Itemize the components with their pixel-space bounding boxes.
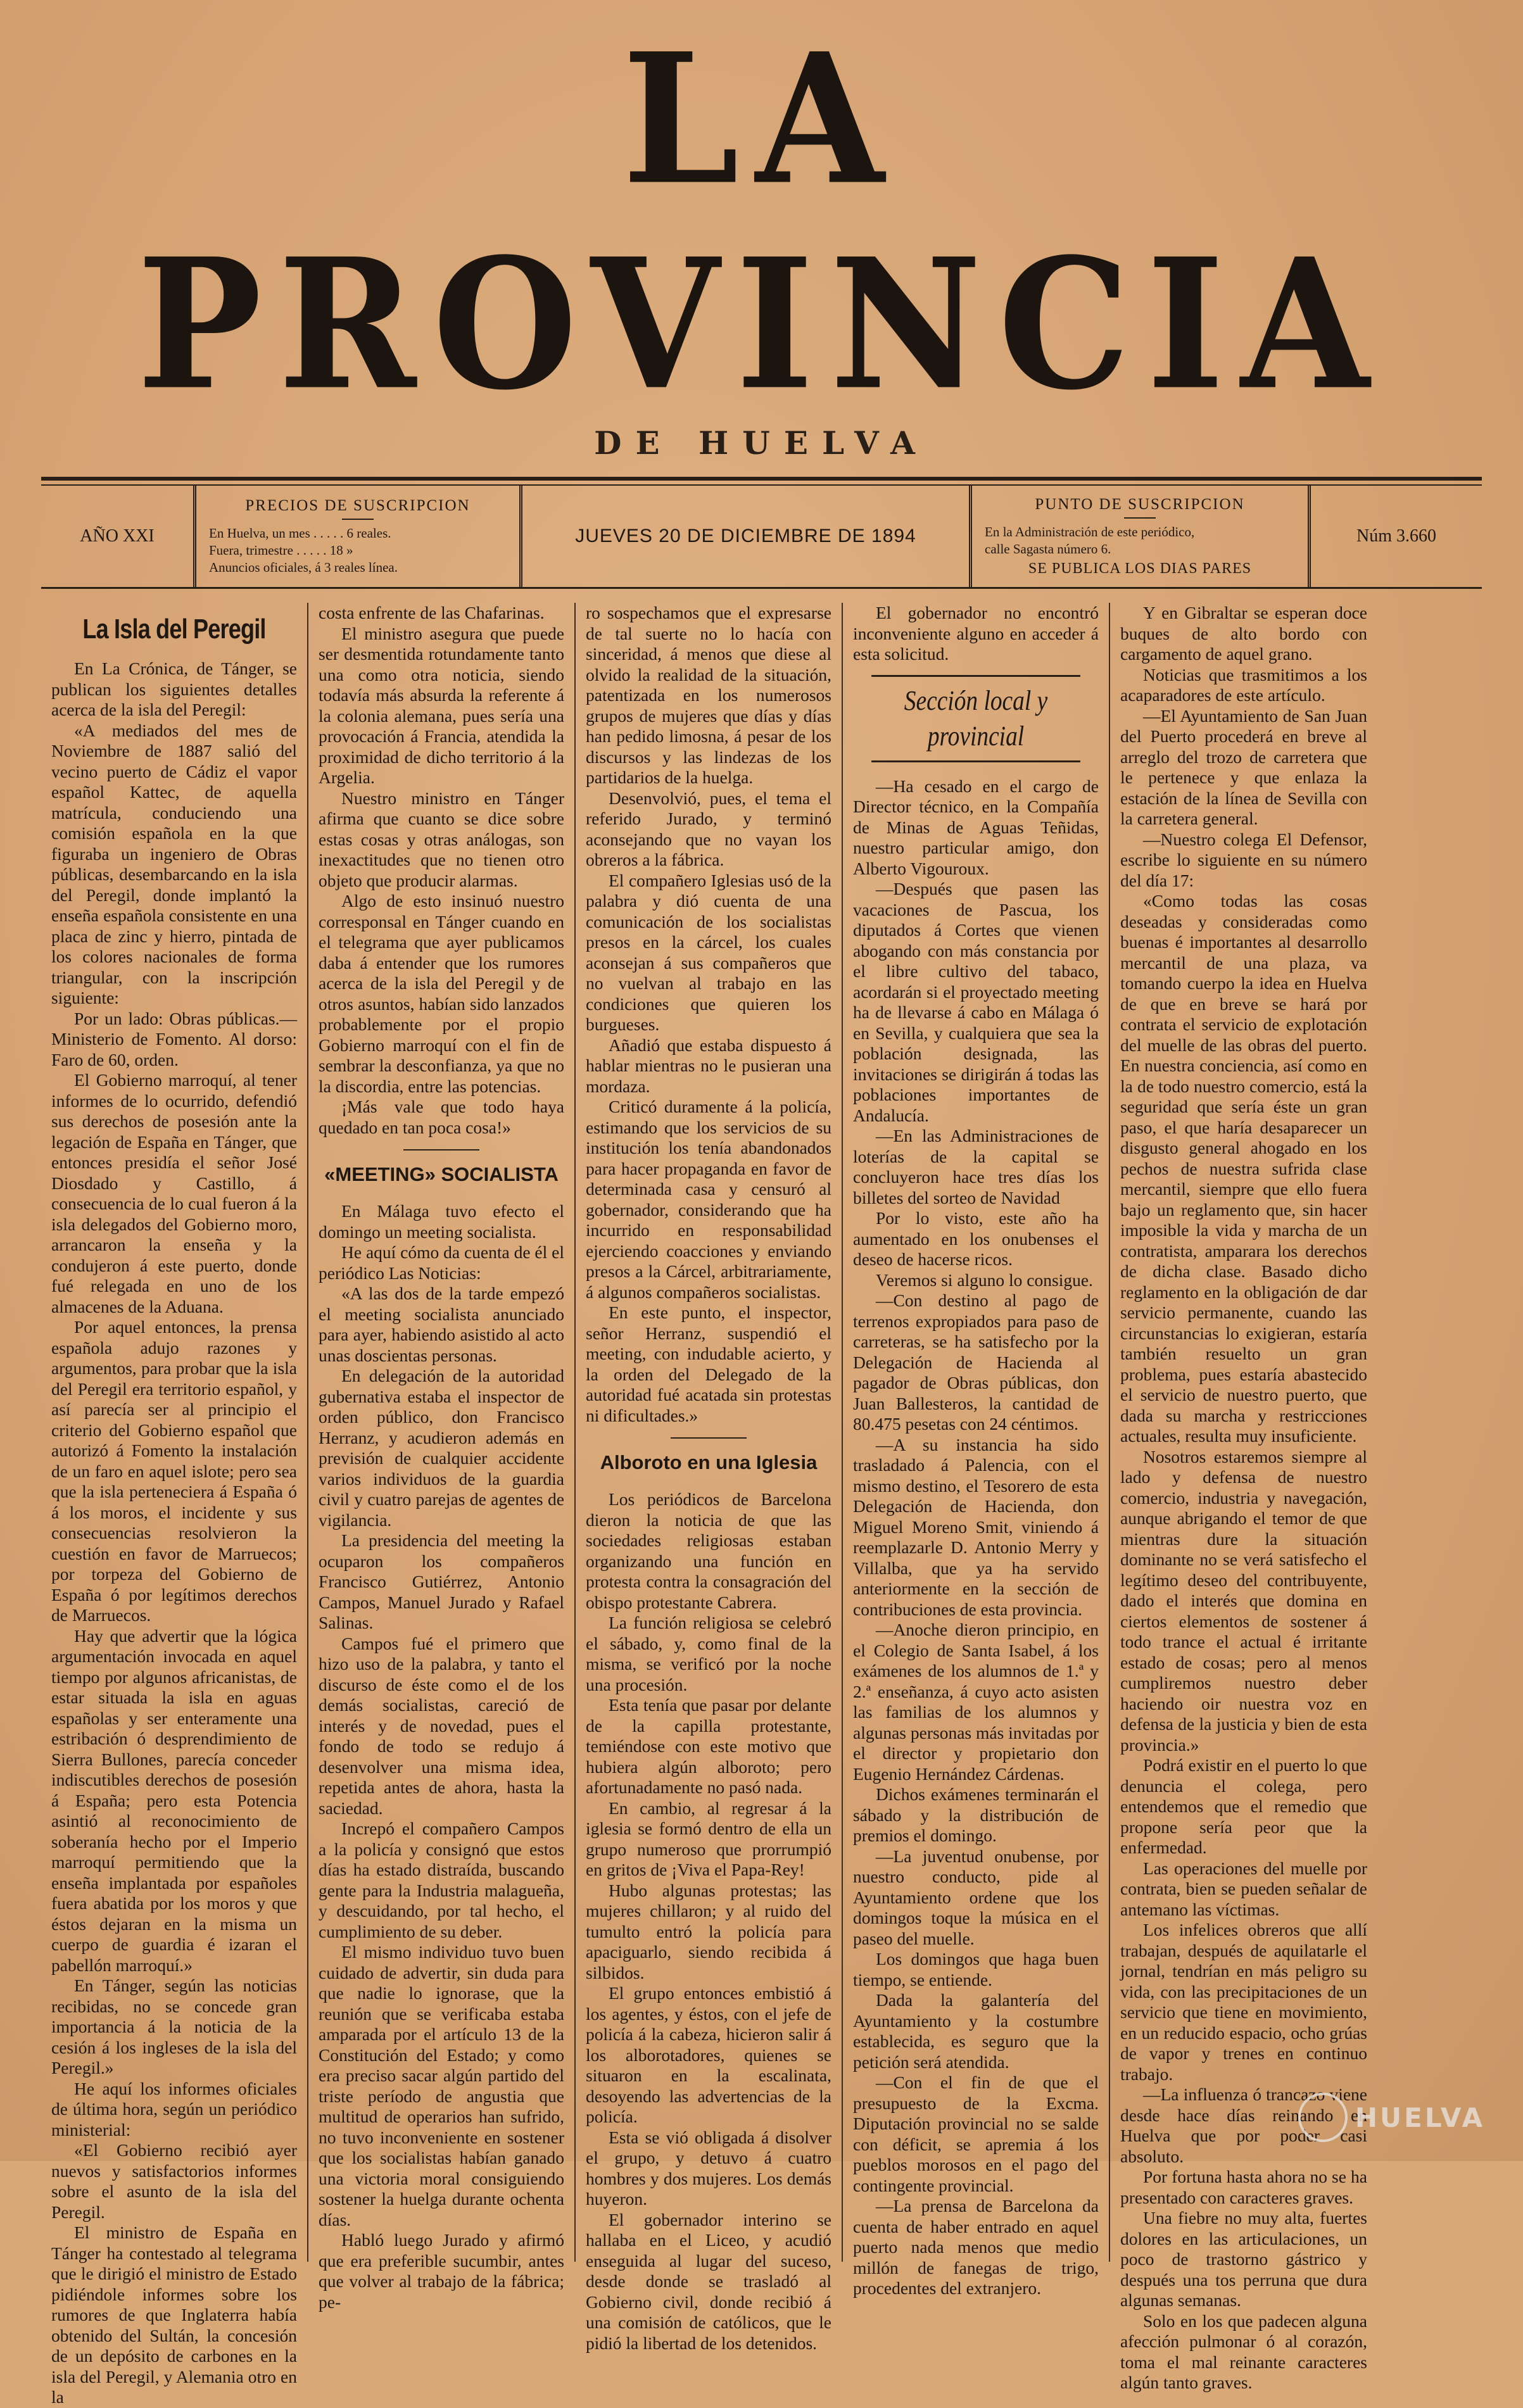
column-1 <box>41 603 308 2407</box>
paragraph: El grupo entonces embistió á los agentes, y éstos, con el jefe de policía á la cabeza, hicieron salir á los alborotadores, quienes se situaron en la escalinata, desoyendo las advertencias de la policía. <box>586 1983 831 2126</box>
archive-watermark <box>1298 2093 1485 2142</box>
paragraph: En Málaga tuvo efecto el domingo un meeting socialista. <box>319 1201 564 1242</box>
paragraph: —A su instancia ha sido trasladado á Palencia, con el mismo destino, el Tesorero de esta Delegación de Hacienda, don Miguel Moreno Smit, viniendo á reemplazarle D. Antonio Merry y Villalba, que ya ha servido anteriormente en la sección de contribuciones de esta provincia. <box>853 1434 1099 1619</box>
info-bar <box>41 486 1482 589</box>
point-heading: PUNTO DE SUSCRIPCION <box>985 496 1295 520</box>
paragraph: —La prensa de Barcelona da cuenta de haber entrado en aquel puerto nada menos que medio millón de fanegas de trigo, procedentes del extranjero. <box>853 2196 1099 2298</box>
article-title-alboroto: Alboroto en una Iglesia <box>600 1451 818 1473</box>
column-5 <box>1110 603 1377 2392</box>
article-title-meeting: «MEETING» SOCIALISTA <box>324 1163 559 1185</box>
paragraph: —Con destino al pago de terrenos expropiados para paso de carreteras, se ha satisfecho por la Delegación de Hacienda al pagador de Obras públicas, don Juan Ballesteros, la cantidad de 80.475 pesetas con 24 céntimos. <box>853 1290 1099 1434</box>
paragraph: Dichos exámenes terminarán el sábado y la distribución de premios el domingo. <box>853 1784 1099 1845</box>
paragraph: El mismo individuo tuvo buen cuidado de advertir, sin duda para que nadie lo ignorase, que la reunión que se verificaba estaba amparada por el artículo 13 de la Constitución del Estado; y como era preciso sacar algún partido del triste período de angustia que multitud de operarios han sufrido, no tuvo inconveniente en sostener que los socialistas habían ganado una victoria moral consiguiendo sostener la huelga durante ochenta días. <box>319 1942 564 2229</box>
paragraph: Por aquel entonces, la prensa española adujo razones y argumentos, para probar que la isla del Peregil era territorio español, y así parecía ser al principio el criterio del Gobierno español que autorizó á Fomento la instalación de un faro en aquel islote; pero sea que la isla perteneciera á España ó á los moros, el incidente y sus consecuencias resolvieron la cuestión en favor de Marruecos; por torpeza del Gobierno de España ó por legítimos derechos de Marruecos. <box>51 1317 297 1625</box>
paragraph: —El Ayuntamiento de San Juan del Puerto procederá en breve al arreglo del trozo de carretera que le pertenece y que enlaza la estación de la línea de Sevilla con la carretera general. <box>1120 705 1367 828</box>
paragraph: El compañero Iglesias usó de la palabra y dió cuenta de una comunicación de los socialistas presos en la cárcel, los cuales aconsejan á sus compañeros que no vuelvan al trabajo en las condiciones que quieren los burgueses. <box>586 870 831 1034</box>
masthead-title: LA PROVINCIA <box>137 13 1386 430</box>
paragraph: En cambio, al regresar á la iglesia se formó dentro de ella un grupo numeroso que prorrumpió en gritos de ¡Viva el Papa-Rey! <box>586 1798 831 1879</box>
paragraph: El gobernador no encontró inconveniente alguno en acceder á esta solicitud. <box>853 603 1099 664</box>
masthead-rule <box>41 477 1482 486</box>
point-line: En la Administración de este periódico, <box>985 524 1195 539</box>
paragraph: Esta se vió obligada á disolver el grupo, y detuvo á cuatro hombres y dos mujeres. Los demás huyeron. <box>586 2127 831 2209</box>
paragraph: En Tánger, según las noticias recibidas, no se concede gran importancia á la noticia de la cesión á los ingleses de la isla del Peregil.» <box>51 1976 297 2077</box>
paragraph: Hubo algunas protestas; las mujeres chillaron; y al ruido del tumulto entró la policía para apaciguarlo, siendo recibida á silbidos. <box>586 1880 831 1983</box>
paragraph: Los infelices obreros que allí trabajan, después de aquilatarle el jornal, tendrían en más peligro su vida, con las precipitaciones de un servicio que tiene en movimiento, en un reducido espacio, ocho grúas de vapor y trenes en continuo trabajo. <box>1120 1920 1367 2084</box>
number-cell <box>1311 486 1482 587</box>
article-columns <box>41 603 1482 2407</box>
paragraph: ¡Más vale que todo haya quedado en tan poca cosa!» <box>319 1097 564 1137</box>
paragraph: En delegación de la autoridad gubernativa estaba el inspector de orden público, don Francisco Herranz, y acudieron además en previsión de cualquier accidente varios individuos de la guardia civil y cuatro parejas de agentes de vigilancia. <box>319 1366 564 1530</box>
column-2 <box>308 603 576 2312</box>
paragraph: Solo en los que padecen alguna afección pulmonar ó al corazón, toma el mal reinante caracteres algún tanto graves. <box>1120 2310 1367 2392</box>
paragraph: —La juventud onubense, por nuestro conducto, pide al Ayuntamiento ordene que los domingos toque la música en el paseo del muelle. <box>853 1846 1099 1948</box>
paragraph: —En las Administraciones de loterías de la capital se concluyeron hace tres días los billetes del sorteo de Navidad <box>853 1126 1099 1207</box>
watermark-text: HUELVA <box>1355 2102 1485 2133</box>
paragraph: Nuestro ministro en Tánger afirma que cuanto se dice sobre estas cosas y otras análogas, son inexactitudes que no tienen otro objeto que producir alarmas. <box>319 788 564 890</box>
year-label: AÑO XXI <box>80 526 155 546</box>
paragraph: Habló luego Jurado y afirmó que era preferible sucumbir, antes que volver al trabajo de la fábrica; pe- <box>319 2230 564 2312</box>
year-cell <box>41 486 196 587</box>
paragraph: La presidencia del meeting la ocuparon los compañeros Francisco Gutiérrez, Antonio Campos, Manuel Jurado y Rafael Salinas. <box>319 1530 564 1632</box>
point-line: calle Sagasta número 6. <box>985 541 1111 557</box>
paragraph: He aquí los informes oficiales de última hora, según un periódico ministerial: <box>51 2078 297 2140</box>
paragraph: En La Crónica, de Tánger, se publican los siguientes detalles acerca de la isla del Peregil: <box>51 659 297 719</box>
paragraph: —La influenza ó trancazo viene desde hace días reinando en Huelva que por poder casi absoluto. <box>1120 2084 1367 2166</box>
paragraph: He aquí cómo da cuenta de él el periódico Las Noticias: <box>319 1242 564 1283</box>
paragraph: Hay que advertir que la lógica argumentación invocada en aquel tiempo por algunos africanistas, de estar situada la isla en aguas españolas y ser enteramente una estribación ó desprendimiento de Sierra Bullones, parecía conceder indiscutibles derechos de posesión á España; pero esta Potencia asintió al reconocimiento de soberanía hecho por el Imperio marroquí permitiendo que la enseña implantada por españoles fuera abatida por los moros y que éstos dejaran en la misma un cuerpo de guardia é izaran el pabellón marroquí.» <box>51 1625 297 1975</box>
paragraph: La función religiosa se celebró el sábado, y, como final de la misma, se verificó por la noche una procesión. <box>586 1613 831 1694</box>
price-line: Fuera, trimestre . . . . . 18 » <box>209 542 353 558</box>
price-line: Anuncios oficiales, á 3 reales línea. <box>209 559 398 575</box>
paragraph: Criticó duramente á la policía, estimando que los servicios de su institución los tenía abandonados para hacer propaganda en favor de determinada casa y censuró al gobernador, considerando que ha incurrido en responsabilidad ejerciendo coacciones y enviando presos a la Cárcel, arbitrariamente, á algunos compañeros socialistas. <box>586 1097 831 1302</box>
paragraph: Noticias que trasmitimos a los acaparadores de este artículo. <box>1120 664 1367 705</box>
section-title-local: Sección local y provincial <box>871 675 1080 762</box>
date-cell <box>522 486 972 587</box>
paragraph: Nosotros estaremos siempre al lado y defensa de nuestro comercio, industria y navegación, aunque abrigando el temor de que mientras dure la situación dominante no se verá satisfecho el legítimo deseo del contribuyente, dado el interés que domina en ciertos elementos de sostener á todo trance el actual é irritante estado de cosas; pero al menos cumpliremos nuestro deber haciendo oir nuestra voz en defensa de la justicia y bien de esta provincia.» <box>1120 1446 1367 1755</box>
prices-heading: PRECIOS DE SUSCRIPCION <box>209 497 507 521</box>
paragraph: Añadió que estaba dispuesto á hablar mientras no le pusieran una mordaza. <box>586 1035 831 1096</box>
paragraph: —Después que pasen las vacaciones de Pascua, los diputados á Cortes que vienen abogando con más constancia por el libre cultivo del tabaco, acordarán si el proyectado meeting ha de llevarse á cabo en Málaga ó en Sevilla, y cualquiera que sea la población designada, las invitaciones se dirigirán á todas las poblaciones importantes de Andalucía. <box>853 879 1099 1125</box>
paragraph: Campos fué el primero que hizo uso de la palabra, y tanto el discurso de éste como el de los demás socialistas, careció de interés y de novedad, pues el fondo de todo se redujo á desenvolver una misma idea, repetida antes de ahora, hasta la saciedad. <box>319 1633 564 1818</box>
masthead-subtitle: DE HUELVA <box>594 424 929 462</box>
separator <box>403 1149 479 1150</box>
separator <box>671 1437 747 1439</box>
paragraph: Podrá existir en el puerto lo que denuncia el colega, pero entendemos que el remedio que propone sería peor que la enfermedad. <box>1120 1755 1367 1857</box>
paragraph: En este punto, el inspector, señor Herranz, suspendió el meeting, con indudable acierto, y la orden del Delegado de la autoridad fué acatada sin protestas ni dificultades.» <box>586 1302 831 1425</box>
paragraph: «El Gobierno recibió ayer nuevos y satisfactorios informes sobre el asunto de la isla del Peregil. <box>51 2140 297 2222</box>
paragraph: —Con el fin de que el presupuesto de la Excma. Diputación provincial no se salde con déficit, se apremia á los pueblos morosos en el pago del contingente provincial. <box>853 2072 1099 2195</box>
paragraph: Por lo visto, este año ha aumentado en los onubenses el deseo de hacerse ricos. <box>853 1208 1099 1269</box>
publication-days: SE PUBLICA LOS DIAS PARES <box>1028 560 1252 577</box>
paragraph: ro sospechamos que el expresarse de tal suerte no lo hacía con sinceridad, á menos que diese al olvido la realidad de la situación, patentizada en los numerosos grupos de mujeres que días y días han pedido limosna, á pesar de los discursos y las lindezas de los partidarios de la huelga. <box>586 603 831 787</box>
paragraph: Esta tenía que pasar por delante de la capilla protestante, temiéndose con este motivo que hubiera algún alboroto; pero afortunadamente no pasó nada. <box>586 1695 831 1797</box>
column-3 <box>576 603 843 2353</box>
paragraph: —Anoche dieron principio, en el Colegio de Santa Isabel, á los exámenes de los alumnos de 1.ª y 2.ª enseñanza, á cuyo acto asisten las familias de los alumnos y algunas personas más invitadas por el director y propietario don Eugenio Hernández Cárdenas. <box>853 1620 1099 1784</box>
paragraph: Por un lado: Obras públicas.—Ministerio de Fomento. Al dorso: Faro de 60, orden. <box>51 1008 297 1069</box>
column-4 <box>843 603 1110 2298</box>
paragraph: Dada la galantería del Ayuntamiento y la costumbre establecida, es seguro que la petición será atendida. <box>853 1990 1099 2072</box>
paragraph: costa enfrente de las Chafarinas. <box>319 603 545 622</box>
paragraph: «A las dos de la tarde empezó el meeting socialista anunciado para ayer, habiendo asistido al acto unas doscientas personas. <box>319 1283 564 1365</box>
paragraph: Una fiebre no muy alta, fuertes dolores en las articulaciones, un poco de trastorno gástrico y después una tos perruna que dura algunas semanas. <box>1120 2208 1367 2310</box>
paragraph: Desenvolvió, pues, el tema el referido Jurado, y terminó aconsejando que no vayan los obreros a la fábrica. <box>586 788 831 869</box>
paragraph: Las operaciones del muelle por contrata, bien se pueden señalar de antemano las víctimas. <box>1120 1858 1367 1919</box>
paragraph: Los domingos que haga buen tiempo, se entiende. <box>853 1949 1099 1989</box>
issue-date: JUEVES 20 DE DICIEMBRE DE 1894 <box>575 526 916 546</box>
paragraph: Los periódicos de Barcelona dieron la noticia de que las sociedades religiosas estaban organizando una función en protesta contra la consagración del obispo protestante Cabrera. <box>586 1489 831 1612</box>
paragraph: Por fortuna hasta ahora no se ha presentado con caracteres graves. <box>1120 2167 1367 2207</box>
paragraph: Increpó el compañero Campos a la policía y consignó que estos días ha estado distraída, buscando gente para la Industria malagueña, y descuidando, por tal hecho, el cumplimiento de su deber. <box>319 1819 564 1941</box>
paragraph: Algo de esto insinuó nuestro corresponsal en Tánger cuando en el telegrama que ayer publicamos daba á entender que los rumores acerca de la isla del Peregil y de otros asuntos, habían sido lanzados probablemente por el propio Gobierno marroquí con el fin de sembrar la desconfianza, ya que no la discordia, entre las potencias. <box>319 891 564 1096</box>
paragraph: Y en Gibraltar se esperan doce buques de alto bordo con cargamento de aquel grano. <box>1120 603 1367 664</box>
price-line: En Huelva, un mes . . . . . 6 reales. <box>209 525 391 541</box>
paragraph: «Como todas las cosas deseadas y consideradas como buenas é importantes al desarrollo mercantil de una plaza, va tomando cuerpo la idea en Huelva de que en breve se hará por contrata el servicio de explotación del muelle de las obras del puerto. En nuestra conciencia, así como en la de todo nuestro comercio, está la seguridad que sería éste un gran paso, el que haría desaparecer un disgusto general ahogado en los pechos de nuestra sufrida clase mercantil, siempre que ello fuera bajo un reglamento que, sin hacer imposible la vida y marcha de un contratista, amparara los derechos de dicha clase. Basado dicho reglamento en la obligación de dar servicio permanente, cuando las circunstancias lo exigieran, estaría también resuelto un gran problema, pues estaría abastecido el servicio de nuestro puerto, que dada su marcha y restricciones actuales, resulta muy insuficiente. <box>1120 891 1367 1446</box>
paragraph: El gobernador interino se hallaba en el Liceo, y acudió enseguida al lugar del suceso, desde donde se trasladó al Gobierno civil, donde recibió á una comisión de católicos, que le pidió la libertad de los detenidos. <box>586 2209 831 2353</box>
issue-number: Núm 3.660 <box>1356 526 1436 546</box>
paragraph: —Ha cesado en el cargo de Director técnico, en la Compañía de Minas de Aguas Teñidas, nuestro particular amigo, don Alberto Vigouroux. <box>853 776 1099 878</box>
paragraph: El ministro asegura que puede ser desmentida rotundamente tanto una como otra noticia, siendo todavía más absurda la referente á la colonia alemana, pues sería una provocación á Francia, atendida la proximidad de dicho territorio á la Argelia. <box>319 623 564 787</box>
paragraph: Veremos si alguno lo consigue. <box>876 1270 1093 1290</box>
paragraph: El Gobierno marroquí, al tener informes de lo ocurrido, defendió sus derechos de posesión ante la legación de España en Tánger, que entonces presidía el señor José Diosdado y Castillo, á consecuencia de lo cual fueron á la isla delegados del Gobierno moro, arrancaron la enseña y la condujeron á este puerto, donde fué relegada en uno de los almacenes de la Aduana. <box>51 1070 297 1316</box>
archive-seal-icon <box>1298 2093 1348 2142</box>
paragraph: «A mediados del mes de Noviembre de 1887 salió del vecino puerto de Cádiz el vapor español Kattec, de aquella matrícula, conduciendo una comisión española en la que figuraba un ingeniero de Obras públicas, desembarcando en la isla del Peregil, donde implantó la enseña española consistente en una placa de zinc y hierro, pintada de los colores nacionales de forma triangular, con la inscripción siguiente: <box>51 720 297 1007</box>
paragraph: El ministro de España en Tánger ha contestado al telegrama que le dirigió el ministro de Estado pidiéndole informes sobre los rumores de que Inglaterra había obtenido del Sultán, la concesión de un depósito de carbones en la isla del Peregil, y Alemania otro en la <box>51 2222 297 2407</box>
article-title-peregil: La Isla del Peregil <box>82 614 266 645</box>
prices-cell <box>196 486 522 587</box>
subscription-point-cell <box>972 486 1311 587</box>
paragraph: —Nuestro colega El Defensor, escribe lo siguiente en su número del día 17: <box>1120 829 1367 890</box>
